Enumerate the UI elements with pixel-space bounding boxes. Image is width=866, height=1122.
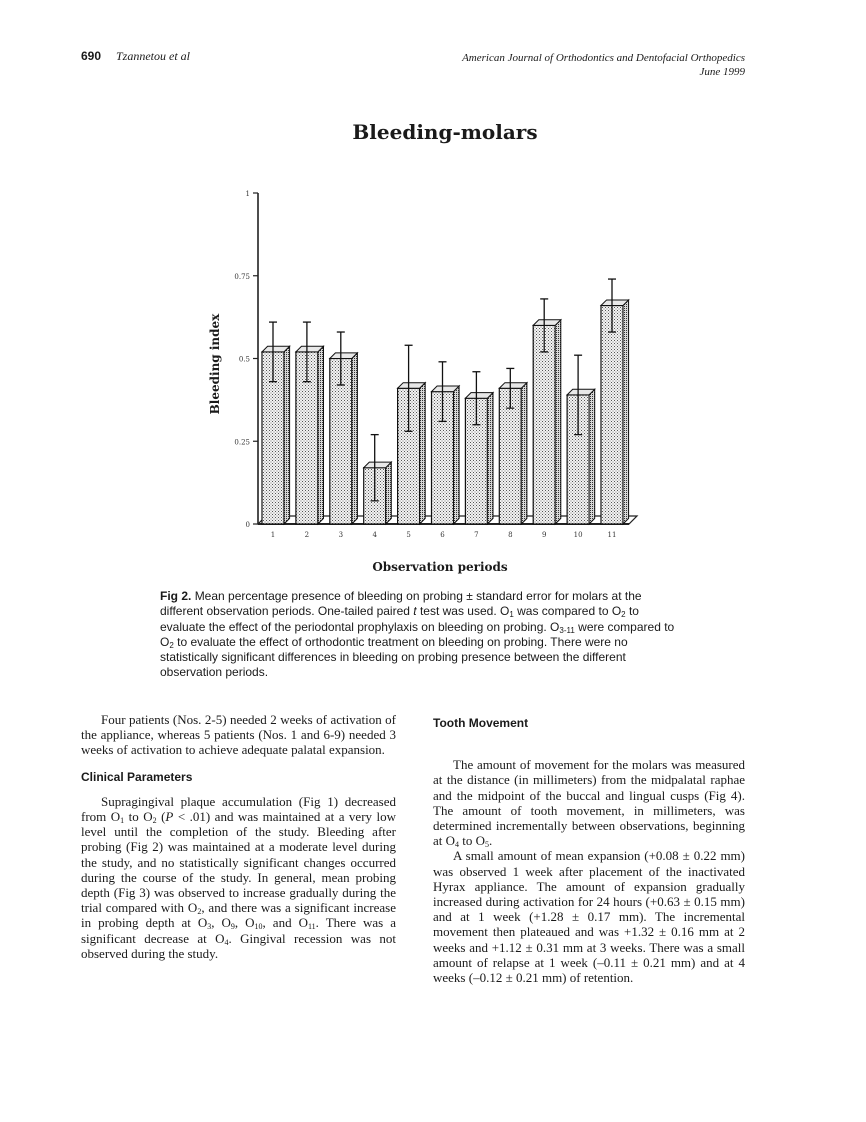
bar-group (398, 345, 426, 539)
page-number: 690 (81, 49, 102, 63)
bar-top (330, 353, 358, 359)
bar-top (296, 346, 324, 352)
clinical-paragraph: Supragingival plaque accumulation (Fig 1) decreased from $O_1$ to $O_2$ (P < .01) and was maintained at a very low level until the completion of the study. Bleeding after probing (Fig 2) was maintained at a moderate level during the study, and no statistically significant changes occurred during the course of the study. In general, mean probing depth (Fig 3) was observed to increase gradually during the trial compared with $O_2$, and there was a significant increase in probing depth at $O_3$, $O_9$, $O_{10}$, and $O_{11}$. There was a significant decrease at $O_4$. Gingival recession was not observed during the study. (81, 793, 397, 961)
bar-top (533, 320, 561, 326)
x-tick-label: 2 (304, 531, 310, 539)
tooth-movement-paragraph-2: A small amount of mean expansion (+0.08 ± 0.22 mm) was observed 1 week after placement of the inactivated Hyrax appliance. The amount of expansion gradually increased during activation for 24 hours (+0.63 ± 0.15 mm) and at 1 week (+1.28 ± 0.17 mm). The incremental movement then plateaued and was +1.32 ± 0.16 mm at 2 weeks and +1.12 ± 0.31 mm at 3 weeks. There was a small amount of relapse at 1 week (–0.11 ± 0.21 mm) and at 4 weeks (–0.12 ± 0.21 mm) of retention. (433, 848, 745, 986)
y-tick-label: 0.5 (238, 355, 250, 364)
section-heading-clinical: Clinical Parameters (81, 769, 193, 784)
x-tick-label: 11 (607, 531, 617, 539)
bleeding-chart (200, 112, 660, 582)
bar-top (398, 383, 426, 389)
journal-date: June 1999 (699, 66, 745, 78)
bar-group (330, 332, 358, 539)
running-author: Tzannetou et al (116, 49, 190, 63)
bar-side (318, 346, 324, 524)
section-heading-tooth-movement: Tooth Movement (433, 716, 529, 730)
figure-caption (160, 589, 675, 681)
bar-top (262, 346, 290, 352)
bar-side (555, 320, 561, 524)
bar-group (432, 362, 460, 539)
bar (533, 325, 555, 524)
bar-group (499, 368, 527, 539)
bar-top (465, 393, 493, 399)
bar-side (454, 386, 460, 524)
bar-top (499, 383, 527, 389)
x-tick-label: 5 (406, 531, 411, 539)
bar-side (386, 462, 392, 524)
bar-side (623, 300, 629, 524)
bar-top (364, 462, 392, 468)
intro-paragraph: Four patients (Nos. 2-5) needed 2 weeks of activation of the appliance, whereas 5 patients (Nos. 1 and 6-9) needed 3 weeks of activation to achieve adequate palatal expansion. (81, 712, 396, 758)
journal-title: American Journal of Orthodontics and Dentofacial Orthopedics (462, 52, 745, 64)
bar-group (601, 279, 629, 539)
x-tick-label: 9 (541, 531, 547, 539)
right-column (433, 716, 745, 985)
y-tick-label: 0 (245, 521, 250, 529)
bar-side (487, 393, 493, 524)
bar-top (601, 300, 629, 306)
y-axis-label: Bleeding index (208, 313, 222, 415)
bar-side (521, 383, 527, 524)
bar-group (567, 355, 595, 539)
y-tick-label: 0.25 (234, 438, 250, 447)
bar-side (352, 353, 358, 524)
bar-side (420, 383, 426, 524)
bar-side (589, 389, 595, 524)
x-tick-label: 3 (338, 531, 344, 539)
x-tick-label: 7 (474, 531, 479, 539)
x-tick-label: 1 (270, 531, 276, 539)
left-column (81, 712, 396, 961)
bar-top (432, 386, 460, 392)
caption-text: Mean percentage presence of bleeding on probing ± standard error for molars at the different observation periods. One-tailed paired t test was used. $O_1$ was compared to $O_2$ to evaluate the effect of the periodontal prophylaxis on bleeding on probing. $O_{3-11}$ were compared to $O_2$ to evaluate the effect of orthodontic treatment on bleeding on probing. There were no statistically significant differences in bleeding on probing presence between the different observation periods. (160, 589, 675, 680)
chart-title: Bleeding-molars (352, 120, 538, 144)
journal-header (462, 51, 745, 79)
bar-top (567, 389, 595, 395)
bar-side (284, 346, 290, 524)
x-tick-label: 10 (573, 531, 583, 539)
x-tick-label: 6 (440, 531, 445, 539)
bar-group (262, 322, 290, 539)
bar (601, 306, 623, 524)
y-tick-label: 0.75 (234, 272, 250, 281)
bar-group (533, 299, 561, 539)
bar-group (296, 322, 324, 539)
x-tick-label: 4 (372, 531, 377, 539)
caption-label: Fig 2. (160, 589, 192, 603)
chart-bars (262, 279, 629, 539)
tooth-movement-paragraph-1: The amount of movement for the molars was measured at the distance (in millimeters) from the midpalatal raphae and the midpoint of the buccal and lingual cusps (Fig 4). The amount of tooth movement, in millimeters, was determined incrementally between observations, beginning at $O_4$ to $O_5$. (433, 757, 745, 850)
bar-chart-figure (200, 112, 660, 582)
x-tick-label: 8 (508, 531, 513, 539)
y-tick-label: 1 (245, 190, 250, 198)
x-axis-label: Observation periods (372, 560, 508, 574)
bar-group (465, 372, 493, 539)
